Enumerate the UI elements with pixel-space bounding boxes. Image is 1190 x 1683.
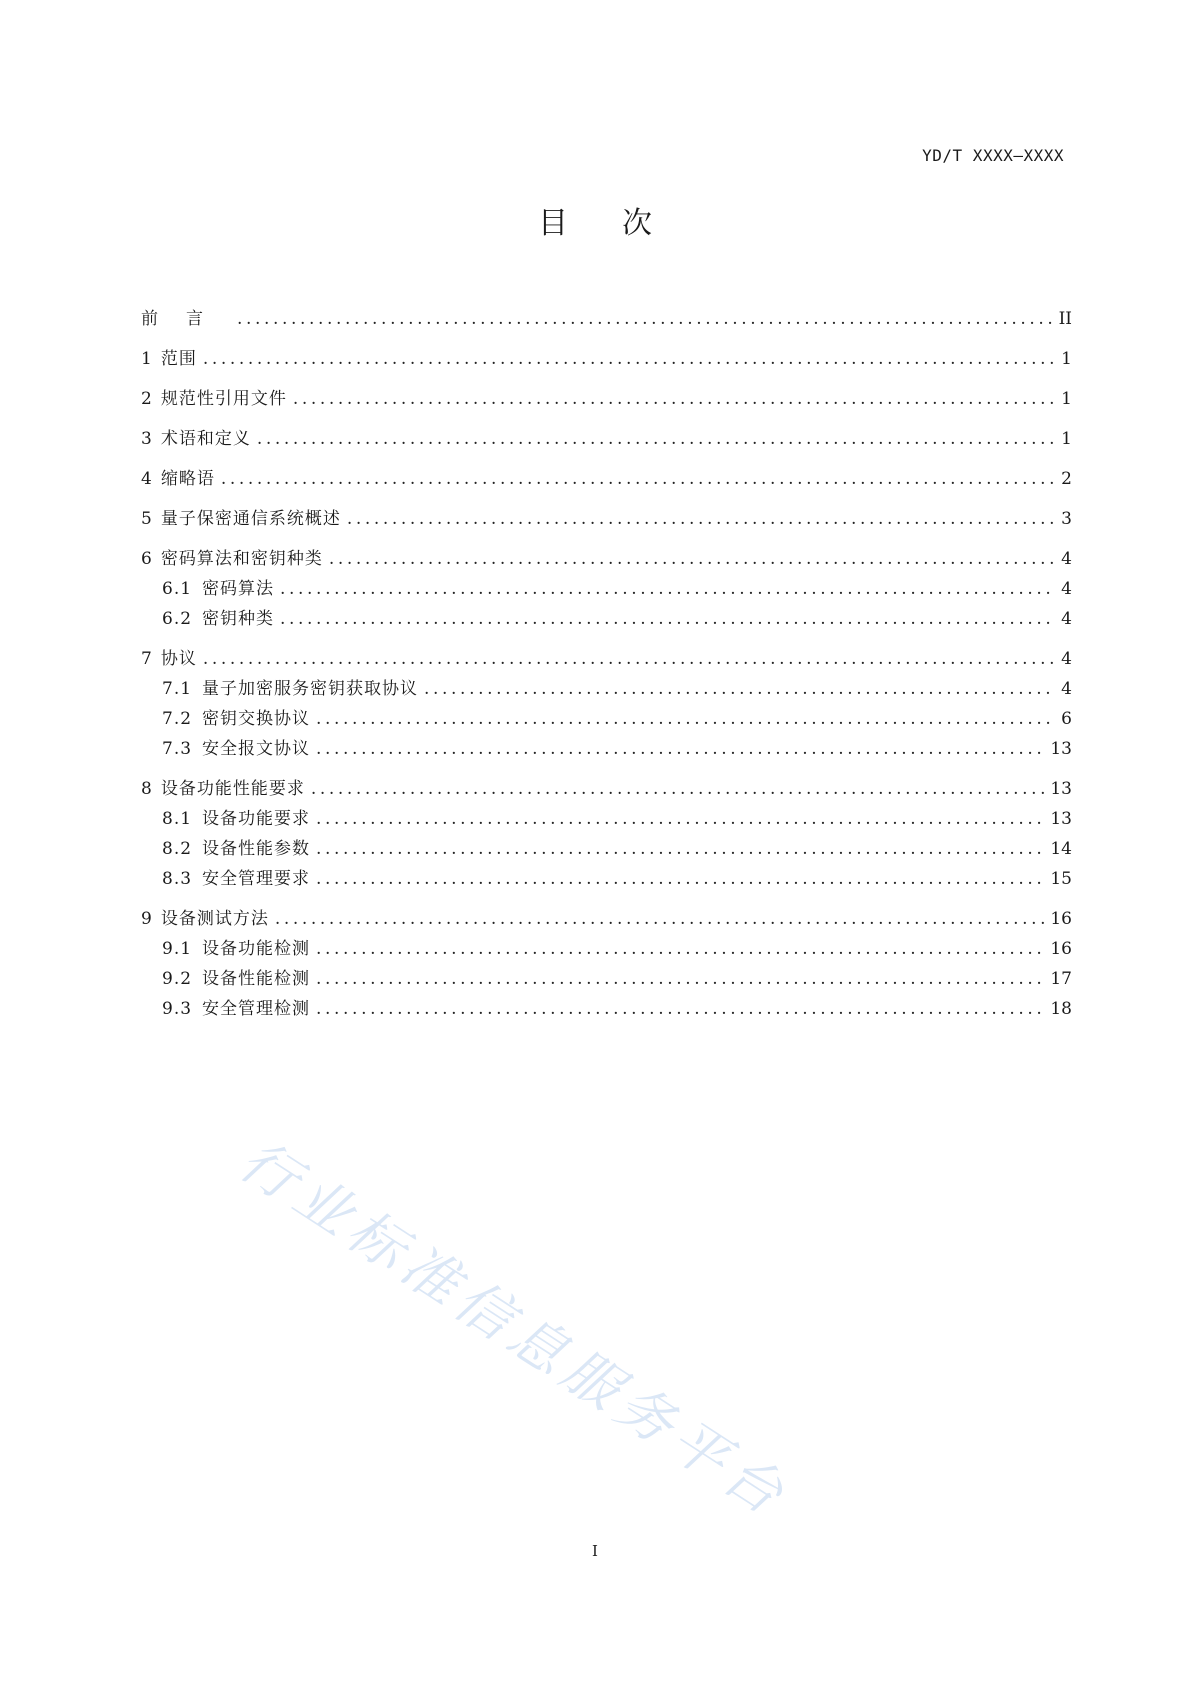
dot-leader [316,964,1044,994]
toc-entry-page: 13 [1050,739,1072,759]
toc-entry-page: 18 [1050,999,1072,1019]
toc-entry-title: 设备测试方法 [160,909,269,929]
dot-leader [257,424,1055,454]
toc-entry-title: 规范性引用文件 [160,389,287,409]
dot-leader [311,774,1045,804]
dot-leader [280,574,1055,604]
toc-entry-page: 1 [1061,389,1072,409]
toc-entry-title: 密码算法 [202,579,275,599]
toc-entry-number: 9.3 [162,999,193,1019]
toc-entry-page: 16 [1050,939,1072,959]
dot-leader [203,644,1055,674]
toc-entry-title: 密码算法和密钥种类 [160,549,323,569]
toc-entry-title: 安全管理要求 [202,869,311,889]
toc-entry-page: 14 [1050,839,1072,859]
dot-leader [316,834,1044,864]
toc-entry-title: 安全管理检测 [202,999,311,1019]
toc-entry-number: 7.3 [162,739,193,759]
toc-entry-number: 8 [141,779,153,799]
dot-leader [275,904,1045,934]
toc-entry-number: 9.2 [162,969,193,989]
toc-entry-number: 7.1 [162,679,193,699]
toc-entry-page: 6 [1061,709,1072,729]
toc-entry-page: 3 [1061,509,1072,529]
toc-subentry[interactable] [141,934,1072,964]
dot-leader [280,604,1055,634]
toc-subentry[interactable] [141,574,1072,604]
toc-entry-number: 4 [141,469,153,489]
toc-entry-title: 设备功能要求 [202,809,311,829]
toc-entry-number: 8.1 [162,809,193,829]
toc-entry[interactable] [141,644,1072,674]
toc-entry-title: 设备性能检测 [202,969,311,989]
toc-entry-title: 范围 [160,349,197,369]
toc-entry-title: 术语和定义 [160,429,251,449]
toc-entry-number: 9 [141,909,153,929]
page-title: 目次 [538,206,706,241]
dot-leader [203,344,1055,374]
dot-leader [316,704,1055,734]
toc-entry-page: 1 [1061,349,1072,369]
toc-entry-page: 4 [1061,609,1072,629]
toc-subentry[interactable] [141,704,1072,734]
toc-entry-title: 前言 [141,309,231,329]
toc-entry-title: 安全报文协议 [202,739,311,759]
toc-entry-page: 4 [1061,679,1072,699]
toc-entry-number: 9.1 [162,939,193,959]
toc-entry-title: 密钥种类 [202,609,275,629]
toc-entry-page: 4 [1061,649,1072,669]
toc-entry-page: 4 [1061,549,1072,569]
dot-leader [237,304,1053,334]
toc-entry-page: 13 [1050,809,1072,829]
toc-entry[interactable] [141,464,1072,494]
toc-subentry[interactable] [141,804,1072,834]
toc-entry-number: 2 [141,389,153,409]
toc-subentry[interactable] [141,834,1072,864]
toc-entry-page: 15 [1050,869,1072,889]
toc-entry-page: II [1058,309,1072,329]
dot-leader [424,674,1055,704]
toc-entry-number: 3 [141,429,153,449]
dot-leader [347,504,1055,534]
document-code: YD/T XXXX—XXXX [922,146,1064,165]
toc-entry-number: 8.2 [162,839,193,859]
dot-leader [316,804,1044,834]
table-of-contents [141,304,1072,1024]
dot-leader [316,934,1044,964]
toc-entry-number: 7.2 [162,709,193,729]
dot-leader [316,864,1044,894]
toc-entry[interactable] [141,544,1072,574]
toc-subentry[interactable] [141,994,1072,1024]
toc-subentry[interactable] [141,674,1072,704]
toc-subentry[interactable] [141,864,1072,894]
toc-subentry[interactable] [141,604,1072,634]
toc-subentry[interactable] [141,964,1072,994]
toc-entry-number: 6.2 [162,609,193,629]
dot-leader [293,384,1055,414]
toc-entry-number: 6.1 [162,579,193,599]
page-number: I [592,1542,598,1560]
toc-entry[interactable] [141,384,1072,414]
toc-entry-title: 密钥交换协议 [202,709,311,729]
toc-entry-number: 6 [141,549,153,569]
toc-entry-number: 7 [141,649,153,669]
toc-entry-page: 13 [1050,779,1072,799]
toc-entry-title: 协议 [160,649,197,669]
toc-entry-title: 设备功能性能要求 [160,779,305,799]
toc-subentry[interactable] [141,734,1072,764]
dot-leader [221,464,1055,494]
toc-entry[interactable] [141,344,1072,374]
toc-entry-number: 5 [141,509,153,529]
toc-entry-title: 设备功能检测 [202,939,311,959]
watermark: 行业标准信息服务平台 [228,1128,801,1532]
toc-entry-title: 缩略语 [160,469,215,489]
toc-entry[interactable] [141,774,1072,804]
toc-entry-page: 4 [1061,579,1072,599]
dot-leader [316,994,1044,1024]
toc-entry[interactable] [141,504,1072,534]
toc-entry[interactable] [141,904,1072,934]
toc-entry[interactable] [141,424,1072,454]
toc-entry-number: 1 [141,349,153,369]
toc-entry-title: 量子加密服务密钥获取协议 [202,679,419,699]
toc-entry-page: 2 [1061,469,1072,489]
dot-leader [329,544,1055,574]
toc-entry-number: 8.3 [162,869,193,889]
toc-entry-page: 16 [1050,909,1072,929]
toc-entry-page: 17 [1050,969,1072,989]
toc-entry-title: 设备性能参数 [202,839,311,859]
toc-entry[interactable] [141,304,1072,334]
toc-entry-title: 量子保密通信系统概述 [160,509,341,529]
toc-entry-page: 1 [1061,429,1072,449]
dot-leader [316,734,1044,764]
